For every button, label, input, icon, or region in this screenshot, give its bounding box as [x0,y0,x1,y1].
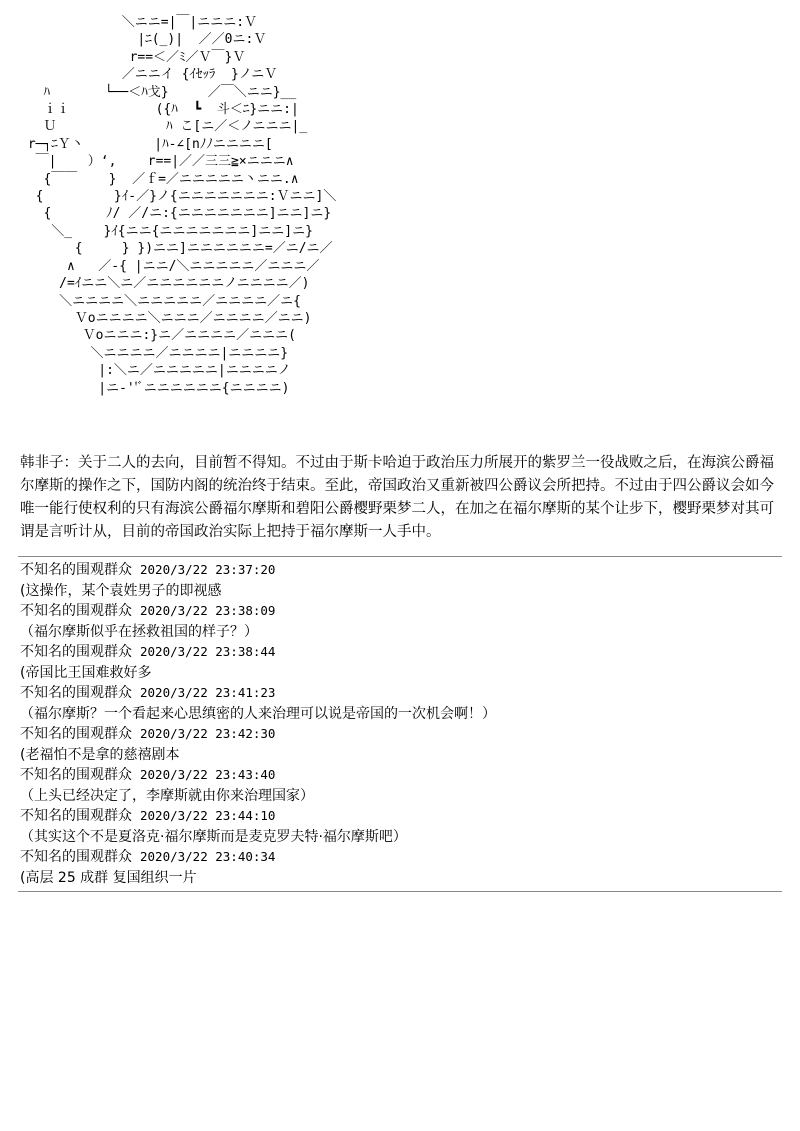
comment-author: 不知名的围观群众 [20,808,132,824]
comment-text: （其实这个不是夏洛克·福尔摩斯而是麦克罗夫特·福尔摩斯吧） [20,828,407,845]
comment-timestamp: 2020/3/22 23:37:20 [140,562,276,577]
comment-timestamp: 2020/3/22 23:38:44 [140,644,276,659]
comment-timestamp: 2020/3/22 23:44:10 [140,808,276,823]
comments-bottom-divider [18,891,782,892]
comment-item [20,765,782,806]
comment-meta [20,847,782,868]
comment-timestamp: 2020/3/22 23:41:23 [140,685,276,700]
comment-text: (老福怕不是拿的慈禧剧本 [20,746,180,763]
comment-meta [20,806,782,827]
comment-item [20,601,782,642]
comment-item [20,806,782,847]
comment-meta [20,601,782,622]
comment-text: （福尔摩斯似乎在拯救祖国的样子？） [20,623,258,640]
comment-author: 不知名的围观群众 [20,849,132,865]
comment-author: 不知名的围观群众 [20,685,132,701]
comment-timestamp: 2020/3/22 23:43:40 [140,767,276,782]
comments-top-divider [18,556,782,557]
comment-text: (这操作，某个袁姓男子的即视感 [20,582,222,599]
comment-author: 不知名的围观群众 [20,562,132,578]
narration-text: 韩非子：关于二人的去向，目前暂不得知。不过由于斯卡哈迫于政治压力所展开的紫罗兰一役战败之后，在海滨公爵福尔摩斯的操作之下，国防内阁的统治终于结束。至此，帝国政治又重新被四公爵议会所把持。不过由于四公爵议会如今唯一能行使权利的只有海滨公爵福尔摩斯和碧阳公爵樱野栗梦二人，在加之在福尔摩斯的某个让步下，樱野栗梦对其可谓是言听计从，目前的帝国政治实际上把持于福尔摩斯一人手中。 [20,455,774,540]
comment-meta [20,765,782,786]
comment-item [20,642,782,683]
comment-author: 不知名的围观群众 [20,603,132,619]
comment-meta [20,560,782,581]
comment-item [20,847,782,888]
comment-text: (高层 25 成群 复国组织一片 [20,869,197,886]
comment-meta [20,683,782,704]
comment-timestamp: 2020/3/22 23:42:30 [140,726,276,741]
comment-text: （上头已经决定了，李摩斯就由你来治理国家） [20,787,314,804]
comment-author: 不知名的围观群众 [20,726,132,742]
comment-meta [20,642,782,663]
ascii-art-illustration: ＼ニニ=|￣|ニニニ:Ｖ |ﾆ(_)| ／／0ニ:Ｖ r==＜／ﾐ／Ｖ￣}Ｖ ／ニニイ {ｲｾｯﾗ }ノニＶ ﾊ └──＜ﾊ戈} ／￣＼ニニ}__ ｉｉ ({ﾊ ┗ 斗＜ﾆ}ニニ:| Ｕ ﾊ こ[ニ／＜ノニニニ|_ r─┐ﾆＹ丶 |ﾊ-∠[nﾉﾉニニニニ[ ￣| ）‘, r==|／／三三≧×ニニニ∧ {￣￣ } ／ｆ=／ニニニニニ丶ニニ.∧ { }ｲ-／}ノ{ニニニニニニニ:Ｖニニ]＼ { ﾉ/ ／/ニ:{ニニニニニニニ]ニニ]ニ} ＼_ }ｲ{ニニ{ニニニニニニニ]ニニ]ニ} { } })ニニ]ニニニニニニ=／ニ/ニ／ ∧ ／-{ |ニニ/＼ニニニニニ／ニニニ／ /=ｲニニ＼ニ／ニニニニニニノニニニニ／) ＼ニニニニ＼ニニニニニ／ニニニニ／ニ{ Ｖoニニニニ＼ニニニ／ニニニニ／ニニ) Ｖoニニニ:}ニ／ニニニニ／ニニニ( ＼ニニニニ／ニニニニ|ニニニニ} |:＼ニ／ニニニニニ|ニニニニノ |ニ-''ﾞニニニニニニ{ニニニニ) [27,15,337,396]
comment-timestamp: 2020/3/22 23:38:09 [140,603,276,618]
comment-author: 不知名的围观群众 [20,767,132,783]
comment-list [20,560,782,888]
comment-item [20,560,782,601]
comment-timestamp: 2020/3/22 23:40:34 [140,849,276,864]
comment-text: (帝国比王国难救好多 [20,664,152,681]
comment-item [20,683,782,724]
comment-text: （福尔摩斯？一个看起来心思缜密的人来治理可以说是帝国的一次机会啊！） [20,705,496,722]
comment-item [20,724,782,765]
comment-meta [20,724,782,745]
comment-author: 不知名的围观群众 [20,644,132,660]
